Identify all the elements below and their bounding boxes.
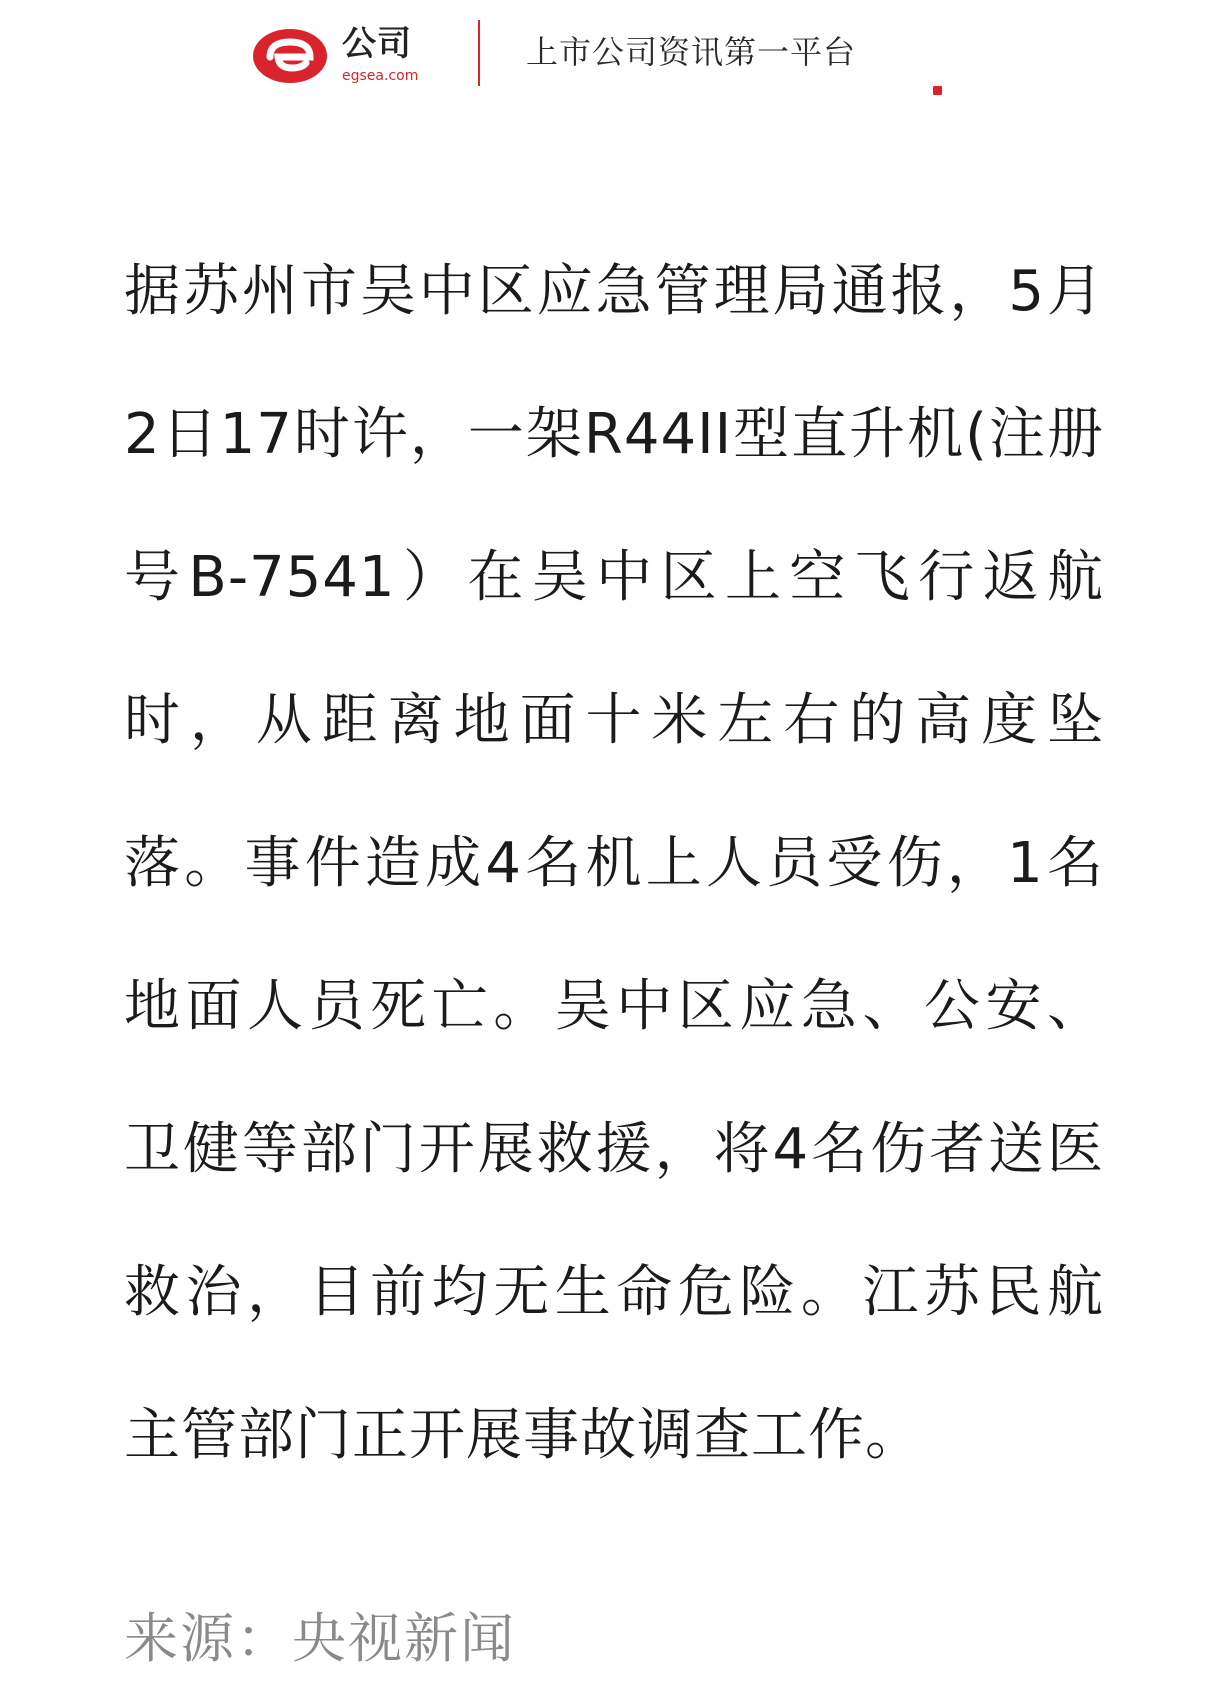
article-line: 号B-7541）在吴中区上空飞行返航 xyxy=(124,545,1104,610)
article-line: 卫健等部门开展救援，将4名伤者送医 xyxy=(124,1117,1104,1182)
article-line: 据苏州市吴中区应急管理局通报，5月 xyxy=(124,259,1104,324)
article-line: 时，从距离地面十米左右的高度坠 xyxy=(124,688,1104,753)
article-line: 主管部门正开展事故调查工作。 xyxy=(124,1403,922,1468)
site-header xyxy=(0,0,1224,110)
header-divider xyxy=(478,20,480,86)
article-body xyxy=(124,220,1104,1507)
article-line: 救治，目前均无生命危险。江苏民航 xyxy=(124,1260,1104,1325)
egsea-logo[interactable] xyxy=(252,22,442,92)
e-logo-icon xyxy=(252,28,328,84)
article-line: 2日17时许，一架R44II型直升机(注册 xyxy=(124,402,1104,467)
red-dot-marker xyxy=(933,86,942,95)
article-line: 地面人员死亡。吴中区应急、公安、 xyxy=(124,974,1104,1039)
article-line: 落。事件造成4名机上人员受伤，1名 xyxy=(124,831,1104,896)
site-slogan: 上市公司资讯第一平台 xyxy=(526,33,857,71)
logo-domain-text: egsea.com xyxy=(342,68,419,84)
news-source: 来源：央视新闻 xyxy=(124,1607,516,1670)
logo-company-text: 公司 xyxy=(342,24,412,64)
